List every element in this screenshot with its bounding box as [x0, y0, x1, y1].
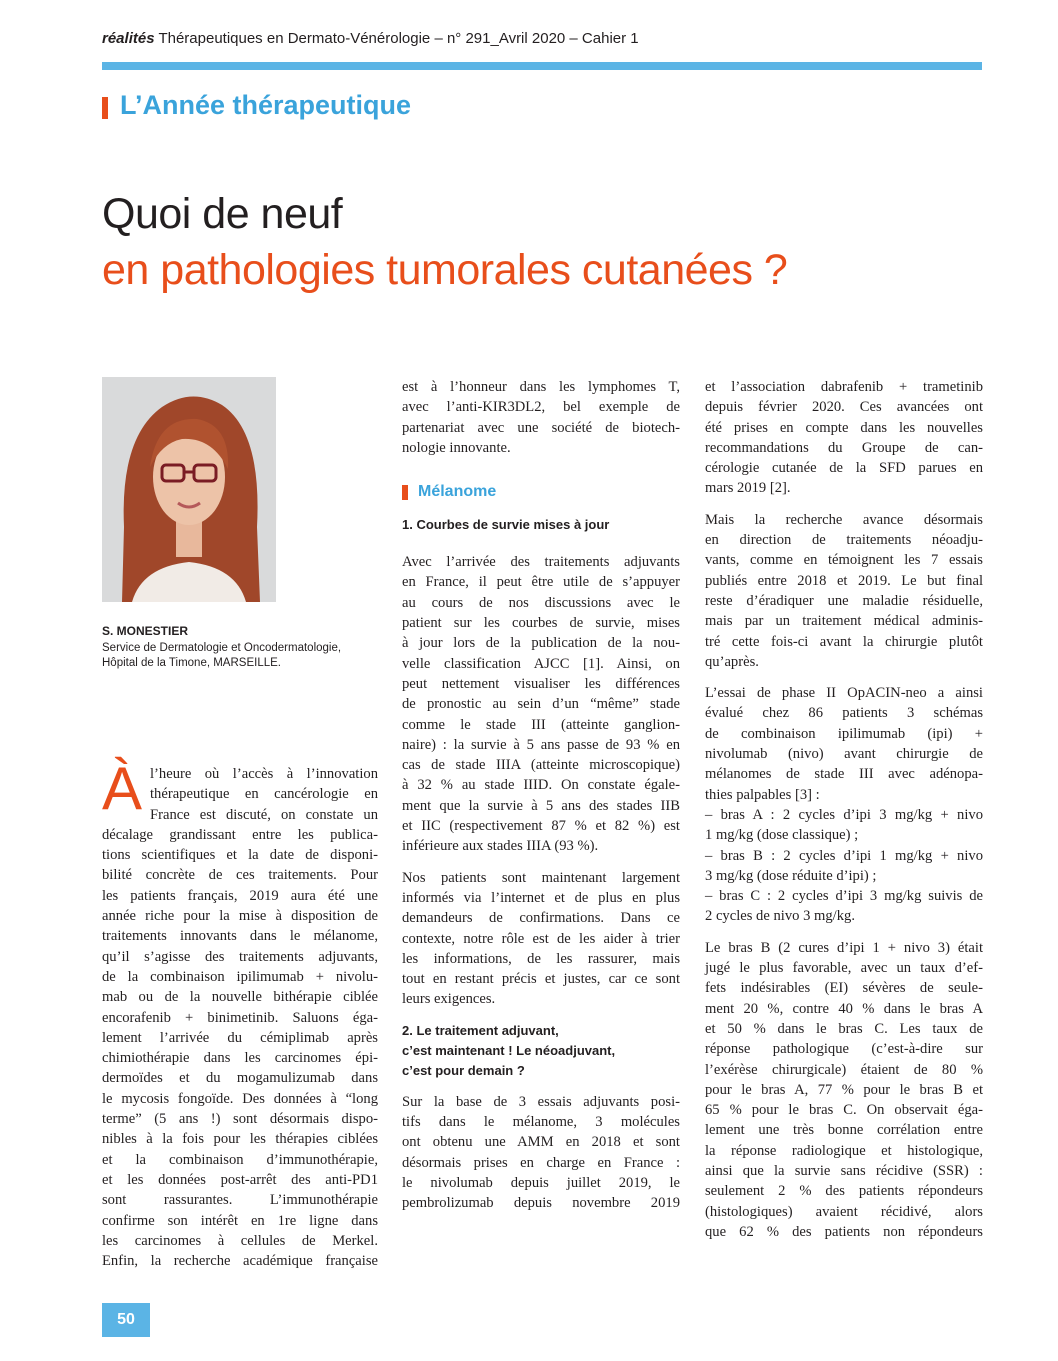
text-line: Nos patients sont maintenant largement	[402, 869, 680, 886]
text-line: peut nettement visualiser les différences	[402, 675, 680, 692]
text-line: cas de stade IIIA (atteinte microscopique)	[402, 757, 680, 774]
text-line: de combinaison ipilimumab (ipi) +	[705, 725, 983, 742]
text-line: décalage grandissant entre les publica-	[102, 826, 378, 843]
article-title-line1: Quoi de neuf	[102, 190, 343, 238]
text-line: pour le bras A, 77 % pour le bras B et	[705, 1081, 983, 1098]
text-line: comme le stade III (atteinte ganglion-	[402, 716, 680, 733]
text-line: sont rassurantes. L’immunothérapie	[102, 1192, 378, 1209]
paragraph-neoadjuvant	[705, 510, 983, 672]
running-header	[102, 30, 982, 47]
text-line: 65 % pour le bras C. On observait éga-	[705, 1102, 983, 1119]
text-line: l’heure où l’accès à l’innovation	[150, 766, 378, 782]
text-line: tions scientifiques et la date de disponi-	[102, 847, 378, 864]
text-line: demandeurs de confirmations. Dans ce	[402, 910, 680, 927]
journal-issue: Thérapeutiques en Dermato-Vénérologie – n° 291_Avril 2020 – Cahier 1	[154, 30, 639, 47]
text-line: nivolumab (nivo) avant chirurgie de	[705, 746, 983, 763]
text-line: France est discuté, on constate un	[150, 806, 378, 823]
author-affiliation: Service de Dermatologie et Oncodermatologie, Hôpital de la Timone, MARSEILLE.	[102, 642, 342, 669]
text-line: qu’il s’agisse des traitements adjuvants,	[102, 948, 378, 965]
text-line: la réponse radiologique et histologique,	[705, 1142, 983, 1159]
text-line: et les données post-arrêt des anti-PD1	[102, 1171, 378, 1188]
text-line: chimiothérapie dans les carcinomes épi-	[102, 1050, 378, 1067]
text-line: que 62 % des patients non répondeurs	[705, 1223, 983, 1240]
text-line: réponse pathologique (c’est-à-dire sur	[705, 1041, 983, 1058]
text-line: de la combinaison ipilimumab + nivolu-	[102, 968, 378, 985]
text-line: thies palpables [3] :	[705, 786, 820, 803]
text-line: avec l’anti-KIR3DL2, bel exemple de	[402, 399, 680, 416]
text-line: et 50 % dans le bras C. Les taux de	[705, 1020, 983, 1037]
section-title: L’Année thérapeutique	[120, 90, 412, 120]
text-line: confirme son intérêt en 1re ligne dans	[102, 1212, 378, 1229]
paragraph-arm-b-results	[705, 938, 983, 1242]
text-line: ainsi que la survie sans récidive (SSR) :	[705, 1162, 983, 1179]
text-line: tifs dans le mélanome, 3 molécules	[402, 1114, 680, 1131]
text-line: (histologiques) avaient récidivé, alors	[705, 1203, 983, 1220]
text-line: et l’association dabrafenib + trametinib	[705, 379, 983, 395]
text-line: inférieure aux stades IIIA (93 %).	[402, 838, 599, 855]
text-line: encorafenib + binimetinib. Saluons éga-	[102, 1009, 378, 1026]
text-line: naire) : la survie à 5 ans passe de 93 % en	[402, 736, 680, 753]
text-line: Le bras B (2 cures d’ipi 1 + nivo 3) était	[705, 939, 983, 956]
text-line: publiés entre 2018 et 2019. Le but final	[705, 572, 983, 589]
drop-cap: À	[102, 755, 143, 822]
text-line: lement une très bonne corrélation entre	[705, 1122, 983, 1139]
text-line: désormais prises en charge en France :	[402, 1154, 680, 1171]
text-line: mélanomes de stade III avec adénopa-	[705, 766, 983, 783]
text-line: été prises en compte dans les nouvelles	[705, 419, 983, 436]
text-line: ont obtenu une AMM en 2018 et sont	[402, 1134, 680, 1151]
text-line: ment 20 %, contre 40 % dans le bras A	[705, 1000, 983, 1017]
header-rule	[102, 62, 982, 70]
column-1	[102, 755, 378, 1271]
text-line: 2 cycles de nivo 3 mg/kg.	[705, 908, 855, 925]
paragraph-adjuvant-trials	[402, 1092, 680, 1214]
text-line: mais par un traitement médical adminis-	[705, 613, 983, 630]
text-line: – bras C : 2 cycles d’ipi 3 mg/kg suivis de	[705, 888, 983, 905]
paragraph-recommendations	[705, 377, 983, 499]
text-line: bilité concrète de ces traitements. Pour	[102, 867, 378, 884]
text-line: mars 2019 [2].	[705, 480, 791, 497]
journal-brand: réalités	[102, 30, 155, 47]
text-line: tout en restant précis et justes, car ce sont	[402, 971, 680, 988]
text-line: tré cette fois-ci avant la chirurgie plutôt	[705, 633, 983, 650]
text-line: seulement 2 % des patients répondeurs	[705, 1183, 983, 1200]
paragraph-opacin-neo	[705, 683, 983, 927]
text-line: en France, il peut être utile de s’appuyer	[402, 574, 680, 591]
article-title-line2: en pathologies tumorales cutanées ?	[102, 246, 788, 294]
text-line: patient sur les courbes de survie, mises	[402, 615, 680, 632]
text-line: contexte, notre rôle est de les aider à trier	[402, 930, 680, 947]
text-line: vants, comme en témoignent les 7 essais	[705, 552, 983, 569]
text-line: mab ou de la nouvelle bithérapie ciblée	[102, 989, 378, 1006]
text-line: à jour lors de la publication de la nou-	[402, 635, 680, 652]
text-line: et la combinaison d’immunothérapie,	[102, 1151, 378, 1168]
text-line: est à l’honneur dans les lymphomes T,	[402, 379, 680, 395]
page-number: 50	[102, 1303, 150, 1337]
text-line: fets indésirables (EI) sévères de seule-	[705, 980, 983, 997]
text-line: leurs exigences.	[402, 991, 496, 1008]
text-line: ment que la survie à 5 ans des stades IIB	[402, 797, 680, 814]
text-line: cérologie cutanée de la SFD parues en	[705, 460, 983, 477]
text-line: et IIC (respectivement 87 % et 82 %) est	[402, 818, 680, 835]
text-line: informés via l’internet et de plus en plus	[402, 889, 680, 906]
text-line: recommandations du Groupe de can-	[705, 439, 983, 456]
text-line: qu’après.	[705, 653, 759, 670]
text-line: évalué chez 86 patients 3 schémas	[705, 705, 983, 722]
text-line: Sur la base de 3 essais adjuvants posi-	[402, 1093, 680, 1110]
text-line: – bras A : 2 cycles d’ipi 3 mg/kg + nivo	[705, 806, 983, 823]
text-line: Mais la recherche avance désormais	[705, 511, 983, 528]
text-line: l’exérèse chirurgicale) étaient de 80 %	[705, 1061, 983, 1078]
text-line: les patients français, 2019 aura été une	[102, 887, 378, 904]
author-photo	[102, 377, 276, 602]
text-line: – bras B : 2 cycles d’ipi 1 mg/kg + nivo	[705, 847, 983, 864]
subsection-melanome	[402, 479, 680, 505]
intro-continuation	[402, 377, 680, 458]
subsection-marker	[402, 485, 408, 500]
text-line: Enfin, la recherche académique française	[102, 1253, 378, 1270]
text-line: nologie innovante.	[402, 439, 511, 456]
text-line: traitements innovants dans le mélanome,	[102, 928, 378, 945]
subsection-title: Mélanome	[418, 483, 497, 501]
paragraph-patients	[402, 868, 680, 1010]
text-line: reste d’éradiquer une maladie résiduelle,	[705, 592, 983, 609]
text-line: 3 mg/kg (dose réduite d’ipi) ;	[705, 867, 877, 884]
text-line: nibles à la fois pour les thérapies ciblées	[102, 1131, 378, 1148]
paragraph-survival	[402, 552, 680, 856]
text-line: en direction de traitements néoadju-	[705, 532, 983, 549]
text-line: au cours de nos discussions avec le	[402, 594, 680, 611]
text-line: Avec l’arrivée des traitements adjuvants	[402, 554, 680, 571]
text-line: année riche pour la mise à disposition de	[102, 908, 378, 925]
text-line: le nivolumab depuis juillet 2019, le	[402, 1174, 680, 1191]
text-line: les carcinomes à cellules de Merkel.	[102, 1232, 378, 1249]
column-3	[705, 377, 983, 1242]
text-line: 1 mg/kg (dose classique) ;	[705, 827, 859, 844]
text-line: thérapeutique en cancérologie en	[150, 786, 378, 803]
text-line: jugé le plus favorable, avec un taux d’ef-	[705, 960, 983, 977]
text-line: pembrolizumab depuis novembre 2019	[402, 1195, 680, 1212]
section-marker	[102, 97, 108, 119]
column-2: est à l’honneur dans les lymphomes T, avec l’anti-KIR3DL2, bel exemple de partenariat avec une société de biotech- nologie innovante. Mélanome 1. Courbes de survie mises à jour Avec l’arrivée des traitements adjuvants en France, il peut être utile de s’appuyer au cours de nos discussions avec le patient sur les courbes de survie, mises à jour lors de la publication de la nou- velle classification AJCC [1]. Ainsi, on peut nettement visualiser les différences de pronostic au sein d’un “même” stade comme le stade III (atteinte ganglion- naire) : la survie à 5 ans passe de 93 % en cas de stade IIIA (atteinte microscopique) à 32 % au stade IIID. On constate égale- ment que la survie à 5 ans des stades IIB et IIC (respectivement 87 % et 82 %) est inférieure aux stades IIIA (93 %). Nos patients sont maintenant largement informés via l’internet et de plus en plus demandeurs de confirmations. Dans ce contexte, notre rôle est de les aider à trier les informations, de les rassurer, mais tout en restant précis et justes, car ce sont leurs exigences. 2. Le traitement adjuvant, c’est maintenant ! Le néoadjuvant, c’est pour demain ? Sur la base de 3 essais adjuvants posi- tifs dans le mélanome, 3 molécules ont obtenu une AMM en 2018 et sont désormais prises en charge en France : le nivolumab depuis juillet 2019, le pembrolizumab depuis novembre 2019	[402, 377, 680, 1214]
text-line: à 32 % au stade IIID. On constate égale-	[402, 777, 680, 794]
text-line: terme” (5 ans !) sont désormais dispo-	[102, 1111, 378, 1128]
text-line: velle classification AJCC [1]. Ainsi, on	[402, 655, 680, 672]
text-line: dermoïdes et du mogamulizumab dans	[102, 1070, 378, 1087]
heading-adjuvant: 2. Le traitement adjuvant,	[402, 1022, 559, 1038]
text-line: de pronostic au sein d’un “même” stade	[402, 696, 680, 713]
text-line: les informations, de les rassurer, mais	[402, 950, 680, 967]
text-line: le mycosis fongoïde. Des données à “long	[102, 1090, 378, 1107]
text-line: lement l’arrivée du cémiplimab après	[102, 1029, 378, 1046]
heading-survival-curves: 1. Courbes de survie mises à jour	[402, 517, 610, 533]
author-name: S. MONESTIER	[102, 624, 189, 638]
text-line: L’essai de phase II OpACIN-neo a ainsi	[705, 685, 983, 702]
text-line: depuis février 2020. Ces avancées ont	[705, 399, 983, 416]
intro-paragraph	[102, 764, 378, 1271]
text-line: partenariat avec une société de biotech-	[402, 419, 680, 436]
